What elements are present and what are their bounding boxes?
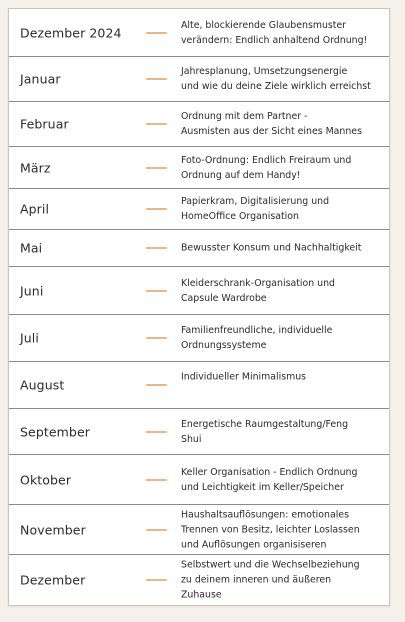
schedule-card [8,8,390,606]
month-label: Dezember 2024 [20,25,122,40]
month-label: April [20,201,50,217]
schedule-row [9,455,389,505]
topic-text: Individueller Minimalismus [181,371,307,383]
month-label: Februar [20,116,69,132]
topic-text: Bewusster Konsum und Nachhaltigkeit [181,242,362,254]
topic-text: Kleiderschrank-Organisation und Capsule Wardrobe [181,277,336,304]
month-label: März [20,160,51,175]
schedule-row [9,9,389,57]
topic-text: Familienfreundliche, individuelle Ordnungssysteme [181,325,333,351]
dash-separator [146,337,167,339]
topic-text: Foto-Ordnung: Endlich Freiraum und Ordnung auf dem Handy! [181,154,352,181]
schedule-row [9,57,389,102]
schedule-row [9,189,389,230]
schedule-row [9,147,389,189]
dash-separator [146,431,167,433]
schedule-row [9,505,389,555]
dash-separator [146,32,167,34]
month-label: Januar [20,71,61,87]
dash-separator [146,123,167,125]
month-label: Dezember [20,572,86,588]
schedule-row [9,102,389,147]
schedule-row [9,230,389,267]
dash-separator [146,167,167,169]
month-label: Mai [20,240,43,256]
schedule-row [9,362,389,409]
topic-text: Selbstwert und die Wechselbeziehung zu deinem inneren und äußeren Zuhause [181,559,360,601]
month-label: Juli [20,330,39,346]
topic-text: Alte, blockierende Glaubensmuster verändern: Endlich anhaltend Ordnung! [181,19,368,46]
topic-text: Keller Organisation - Endlich Ordnung und Leichtigkeit im Keller/Speicher [181,466,358,493]
dash-separator [146,290,167,292]
topic-text: Energetische Raumgestaltung/Feng Shui [181,418,349,445]
dash-separator [146,384,167,386]
dash-separator [146,208,167,210]
schedule-row [9,409,389,455]
dash-separator [146,529,167,531]
month-label: Juni [20,283,44,298]
topic-text: Jahresplanung, Umsetzungsenergie und wie du deine Ziele wirklich erreichst [181,66,371,92]
dash-separator [146,579,167,581]
topic-text: Papierkram, Digitalisierung und HomeOffice Organisation [181,196,330,222]
dash-separator [146,247,167,249]
dash-separator [146,78,167,80]
schedule-row [9,315,389,362]
topic-text: Ordnung mit dem Partner - Ausmisten aus der Sicht eines Mannes [181,111,362,137]
month-label: August [20,377,65,393]
month-label: September [20,424,90,439]
schedule-row [9,555,389,605]
month-label: November [20,522,86,537]
topic-text: Haushaltsauflösungen: emotionales Trennen von Besitz, leichter Loslassen und Auflösungen organisiseren [181,509,360,550]
schedule-row [9,267,389,315]
month-label: Oktober [20,472,72,487]
dash-separator [146,479,167,481]
